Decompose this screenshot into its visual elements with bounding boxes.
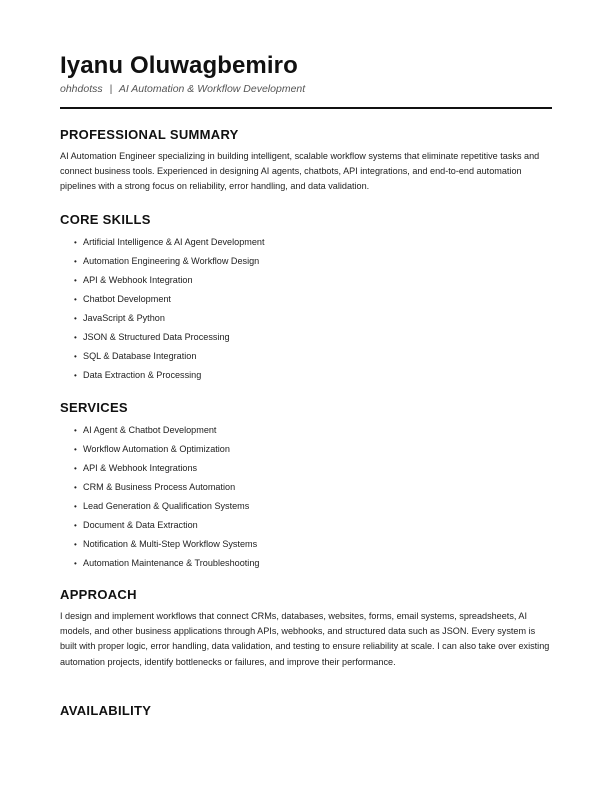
handle: ohhdotss [60,83,103,95]
list-item: • Chatbot Development [60,290,552,309]
list-item: • Lead Generation & Qualification Systems [60,497,552,516]
list-item: • API & Webhook Integrations [60,459,552,478]
section-approach [60,587,552,670]
section-core-skills [60,212,552,385]
section-heading-availability: AVAILABILITY [60,703,152,718]
list-item: • Data Extraction & Processing [60,366,552,385]
section-heading-summary: PROFESSIONAL SUMMARY [60,127,239,142]
candidate-name: Iyanu Oluwagbemiro [60,52,298,79]
list-item: • Automation Maintenance & Troubleshooting [60,554,552,573]
list-item: • Workflow Automation & Optimization [60,440,552,459]
list-item: • Notification & Multi-Step Workflow Systems [60,535,552,554]
list-item: • API & Webhook Integration [60,271,552,290]
list-item: • SQL & Database Integration [60,347,552,366]
list-item: • Automation Engineering & Workflow Design [60,252,552,271]
section-heading-skills: CORE SKILLS [60,212,151,227]
approach-text: I design and implement workflows that connect CRMs, databases, websites, forms, email systems, spreadsheets, AI models, and other business applications through APIs, webhooks, and structured data such as JSON. Every system is built with proper logic, error handling, data validation, and testing to ensure reliability at scale. I can also take over existing automation projects, identify bottlenecks or failures, and improve their performance. [60,611,550,667]
list-item: • JSON & Structured Data Processing [60,328,552,347]
list-item: • Artificial Intelligence & AI Agent Development [60,233,552,252]
services-list [60,421,552,573]
header-divider [60,107,552,109]
list-item: • Document & Data Extraction [60,516,552,535]
section-heading-approach: APPROACH [60,587,137,602]
subtitle-line [60,83,305,95]
list-item: • AI Agent & Chatbot Development [60,421,552,440]
summary-text: AI Automation Engineer specializing in building intelligent, scalable workflow systems that eliminate repetitive tasks and connect business tools. Experienced in designing AI agents, chatbots, API integrations, and end-to-end automation pipelines with a strong focus on reliability, error handling, and data validation. [60,151,540,192]
section-heading-services: SERVICES [60,400,128,415]
section-services [60,400,552,573]
section-summary [60,127,552,195]
headline: AI Automation & Workflow Development [118,83,306,95]
skills-list [60,233,552,385]
list-item: • JavaScript & Python [60,309,552,328]
section-availability [60,703,552,718]
subtitle-separator: | [109,83,113,95]
list-item: • CRM & Business Process Automation [60,478,552,497]
